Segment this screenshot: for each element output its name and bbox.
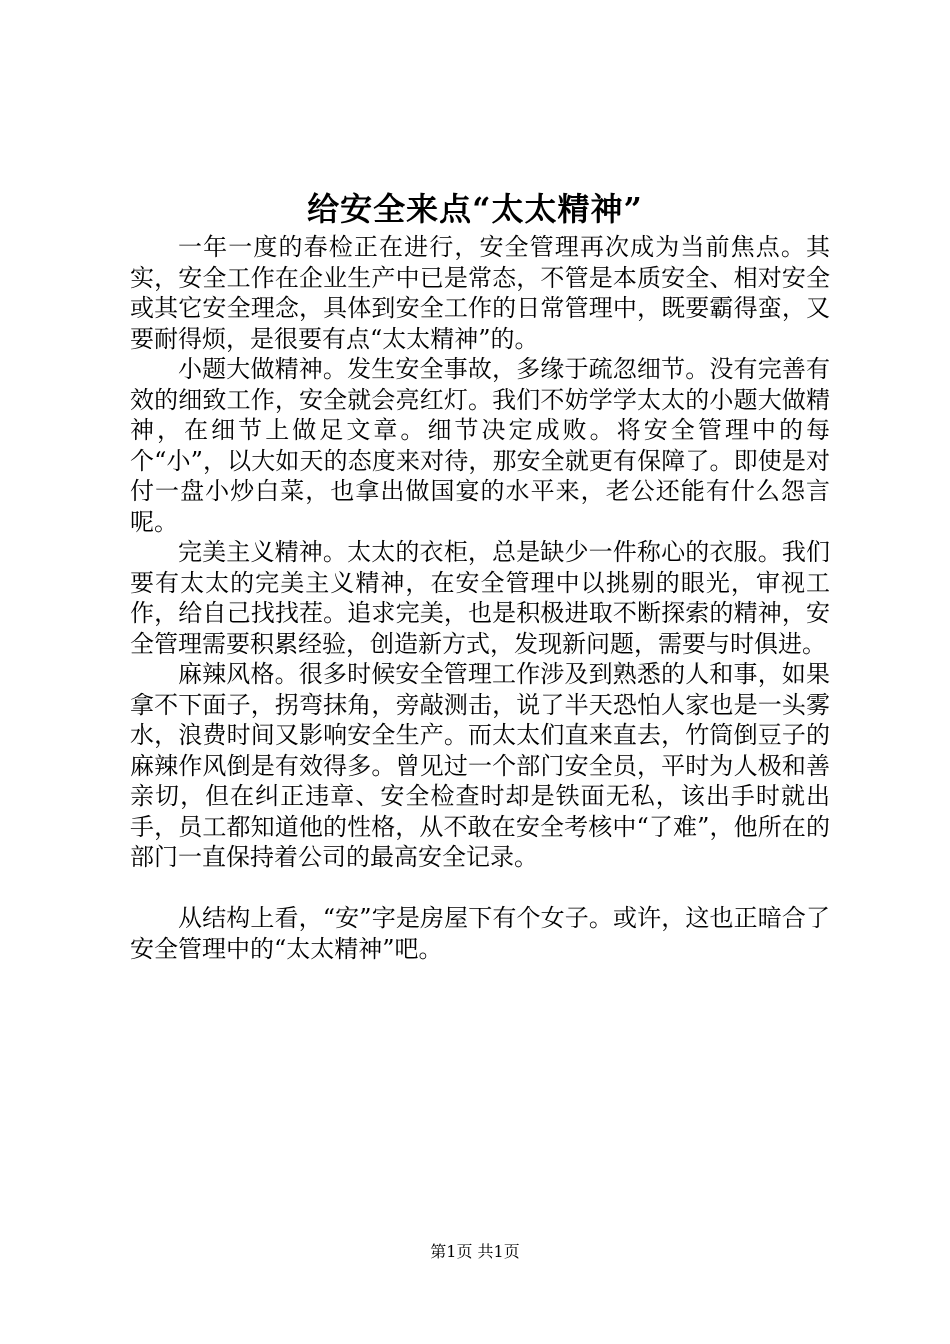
paragraph-perfectionism: 完美主义精神。太太的衣柜，总是缺少一件称心的衣服。我们要有太太的完美主义精神，在安全管理中以挑剔的眼光，审视工作，给自己找找茬。追求完美，也是积极进取不断探索的精神，安全管理需要积累经验，创造新方式，发现新问题，需要与时俱进。 bbox=[130, 538, 830, 658]
paragraph-detail-spirit: 小题大做精神。发生安全事故，多缘于疏忽细节。没有完善有效的细致工作，安全就会亮红灯。我们不妨学学太太的小题大做精神，在细节上做足文章。细节决定成败。将安全管理中的每个“小”，以大如天的态度来对待，那安全就更有保障了。即使是对付一盘小炒白菜，也拿出做国宴的水平来，老公还能有什么怨言呢。 bbox=[130, 355, 830, 536]
document-title: 给安全来点“太太精神” bbox=[307, 190, 643, 228]
paragraph-spicy-style: 麻辣风格。很多时候安全管理工作涉及到熟悉的人和事，如果拿不下面子，拐弯抹角，旁敲测击，说了半天恐怕人家也是一头雾水，浪费时间又影响安全生产。而太太们直来直去，竹筒倒豆子的麻辣作风倒是有效得多。曾见过一个部门安全员，平时为人极和善亲切，但在纠正违章、安全检查时却是铁面无私，该出手时就出手，员工都知道他的性格，从不敢在安全考核中“了难”，他所在的部门一直保持着公司的最高安全记录。 bbox=[130, 660, 830, 871]
page-footer: 第1页 共1页 bbox=[430, 1242, 520, 1261]
document-body bbox=[130, 232, 830, 964]
paragraph-intro: 一年一度的春检正在进行，安全管理再次成为当前焦点。其实，安全工作在企业生产中已是常态，不管是本质安全、相对安全或其它安全理念，具体到安全工作的日常管理中，既要霸得蛮，又要耐得烦，是很要有点“太太精神”的。 bbox=[130, 233, 830, 353]
paragraph-conclusion: 从结构上看，“安”字是房屋下有个女子。或许，这也正暗合了安全管理中的“太太精神”吧。 bbox=[130, 904, 830, 963]
